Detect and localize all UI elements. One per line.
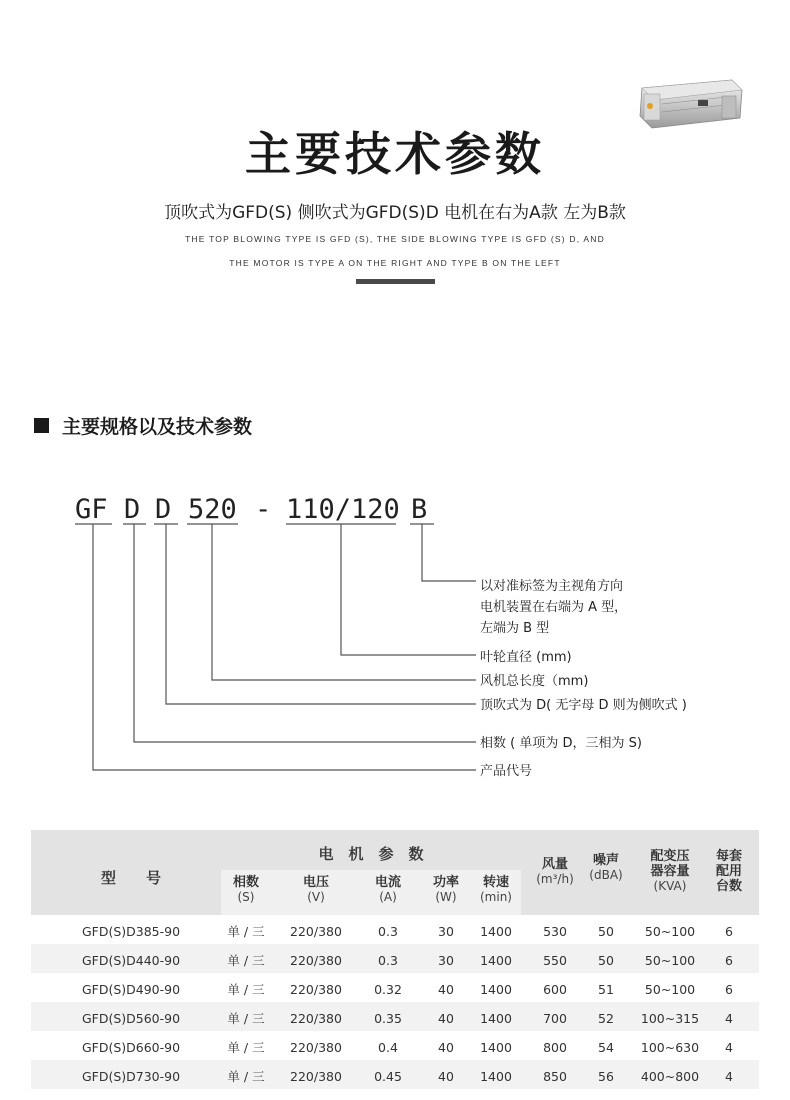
cell-transformer: 50~100 [644, 982, 696, 997]
header-current: 电流 (A) [374, 875, 401, 904]
cell-model: GFD(S)D490-90 [81, 982, 181, 997]
header-airflow: 风量 (m³/h) [536, 857, 574, 886]
cell-sets: 4 [725, 1040, 733, 1055]
cell-voltage: 220/380 [290, 1011, 342, 1026]
cell-airflow: 600 [543, 982, 567, 997]
note-length: 风机总长度（mm) [480, 674, 589, 689]
cell-airflow: 850 [543, 1069, 567, 1084]
cell-transformer: 400~800 [640, 1069, 700, 1084]
cell-airflow: 530 [543, 924, 567, 939]
table-row [31, 973, 759, 1002]
header-phase: 相数 (S) [232, 875, 259, 904]
cell-noise: 51 [598, 982, 614, 997]
cell-transformer: 100~315 [640, 1011, 700, 1026]
cell-speed: 1400 [480, 1011, 512, 1026]
spec-table [31, 830, 759, 1089]
note-phase: 相数 ( 单项为 D，三相为 S) [480, 736, 642, 751]
cell-model: GFD(S)D385-90 [81, 924, 181, 939]
table-row [31, 944, 759, 973]
cell-noise: 56 [598, 1069, 614, 1084]
note-motor-side-1: 以对准标签为主视角方向 [480, 579, 624, 594]
code-segment-phase: D [124, 494, 141, 525]
cell-model: GFD(S)D440-90 [81, 953, 181, 968]
cell-noise: 50 [598, 924, 614, 939]
cell-current: 0.3 [378, 924, 398, 939]
cell-sets: 6 [725, 982, 733, 997]
cell-voltage: 220/380 [290, 924, 342, 939]
cell-power: 40 [438, 982, 454, 997]
cell-transformer: 50~100 [644, 924, 696, 939]
cell-speed: 1400 [480, 1040, 512, 1055]
cell-phase: 单 / 三 [227, 953, 265, 968]
cell-phase: 单 / 三 [227, 1011, 265, 1026]
cell-current: 0.32 [374, 982, 402, 997]
cell-noise: 50 [598, 953, 614, 968]
header-sets: 每套 配用 台数 [715, 849, 742, 894]
note-top-blowing: 顶吹式为 D( 无字母 D 则为侧吹式 ) [480, 698, 687, 713]
cell-power: 40 [438, 1069, 454, 1084]
cell-airflow: 700 [543, 1011, 567, 1026]
cell-phase: 单 / 三 [227, 1040, 265, 1055]
cell-current: 0.35 [374, 1011, 402, 1026]
header-voltage: 电压 (V) [302, 875, 329, 904]
cell-speed: 1400 [480, 1069, 512, 1084]
header-transformer: 配变压 器容量 (KVA) [650, 849, 690, 893]
cell-voltage: 220/380 [290, 1069, 342, 1084]
code-segment-length: 520 [188, 494, 237, 525]
cell-current: 0.45 [374, 1069, 402, 1084]
page-subtitle: 顶吹式为GFD(S) 侧吹式为GFD(S)D 电机在右为A款 左为B款 [164, 203, 626, 223]
table-row [31, 1031, 759, 1060]
cell-model: GFD(S)D730-90 [81, 1069, 181, 1084]
cell-speed: 1400 [480, 924, 512, 939]
note-product-code: 产品代号 [480, 764, 533, 779]
cell-power: 30 [438, 924, 454, 939]
table-header [31, 830, 759, 915]
cell-model: GFD(S)D660-90 [81, 1040, 181, 1055]
cell-airflow: 800 [543, 1040, 567, 1055]
header-noise: 噪声 (dBA) [589, 853, 623, 882]
code-segment-impeller: 110/120 [286, 494, 400, 525]
note-motor-side-3: 左端为 B 型 [480, 621, 550, 636]
code-segment-dash: - [255, 494, 272, 525]
code-segment-gf: GF [75, 494, 108, 525]
cell-current: 0.3 [378, 953, 398, 968]
cell-speed: 1400 [480, 953, 512, 968]
cell-model: GFD(S)D560-90 [81, 1011, 181, 1026]
cell-noise: 52 [598, 1011, 614, 1026]
note-impeller: 叶轮直径 (mm) [480, 650, 572, 665]
section-title: 主要规格以及技术参数 [62, 416, 253, 438]
cell-voltage: 220/380 [290, 953, 342, 968]
cell-power: 40 [438, 1011, 454, 1026]
note-motor-side-2: 电机装置在右端为 A 型， [480, 600, 628, 615]
english-subtitle-line-2: THE MOTOR IS TYPE A ON THE RIGHT AND TYPE B ON THE LEFT [229, 258, 561, 268]
cell-power: 30 [438, 953, 454, 968]
cell-sets: 6 [725, 953, 733, 968]
english-subtitle-line-1: THE TOP BLOWING TYPE IS GFD (S), THE SIDE BLOWING TYPE IS GFD (S) D, AND [185, 234, 605, 244]
cell-speed: 1400 [480, 982, 512, 997]
page-title: 主要技术参数 [245, 127, 545, 181]
header-model: 型 号 [100, 869, 161, 887]
cell-phase: 单 / 三 [227, 982, 265, 997]
cell-voltage: 220/380 [290, 982, 342, 997]
cell-voltage: 220/380 [290, 1040, 342, 1055]
section-bullet-icon [34, 418, 49, 433]
cell-phase: 单 / 三 [227, 924, 265, 939]
cell-noise: 54 [598, 1040, 614, 1055]
cell-phase: 单 / 三 [227, 1069, 265, 1084]
table-row [31, 1002, 759, 1031]
code-segment-top: D [155, 494, 172, 525]
header-speed: 转速 (min) [480, 875, 512, 904]
title-divider [356, 279, 435, 284]
table-body [31, 915, 759, 1089]
code-segment-motor-side: B [411, 494, 428, 525]
table-row [31, 1060, 759, 1089]
cell-sets: 4 [725, 1069, 733, 1084]
cell-airflow: 550 [543, 953, 567, 968]
cell-current: 0.4 [378, 1040, 398, 1055]
model-code-diagram [0, 480, 790, 800]
table-row [31, 915, 759, 944]
cell-sets: 6 [725, 924, 733, 939]
header-power: 功率 (W) [432, 875, 459, 904]
cell-sets: 4 [725, 1011, 733, 1026]
cell-transformer: 100~630 [640, 1040, 700, 1055]
cell-transformer: 50~100 [644, 953, 696, 968]
cell-power: 40 [438, 1040, 454, 1055]
header-motor-params: 电 机 参 数 [318, 845, 424, 863]
